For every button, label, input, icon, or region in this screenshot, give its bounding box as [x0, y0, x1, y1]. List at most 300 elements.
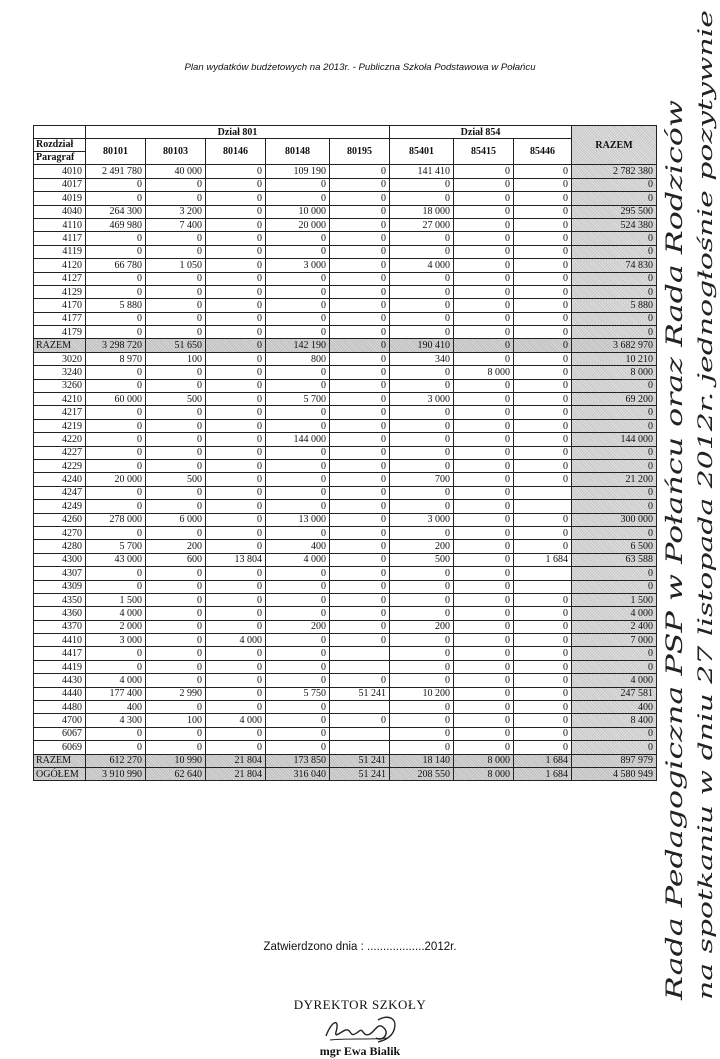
value-cell: 700	[390, 473, 454, 486]
total-cell: 0	[572, 741, 657, 754]
handwritten-line-2: na spotkaniu w dniu 27 listopada 2012r. jednogłośnie pozytywnie	[693, 337, 717, 1000]
paragraf-cell: 4440	[34, 687, 86, 700]
value-cell: 0	[514, 339, 572, 352]
total-cell: 0	[572, 500, 657, 513]
value-cell: 0	[454, 553, 514, 566]
value-cell: 3 910 990	[86, 767, 146, 780]
value-cell: 4 300	[86, 714, 146, 727]
value-cell: 0	[86, 567, 146, 580]
total-cell: 0	[572, 312, 657, 325]
value-cell: 0	[266, 634, 330, 647]
value-cell: 0	[390, 272, 454, 285]
value-cell: 0	[330, 593, 390, 606]
paragraf-cell: 4309	[34, 580, 86, 593]
value-cell: 0	[454, 486, 514, 499]
value-cell: 177 400	[86, 687, 146, 700]
value-cell: 0	[454, 312, 514, 325]
value-cell: 0	[330, 352, 390, 365]
value-cell: 0	[454, 352, 514, 365]
paragraf-cell: RAZEM	[34, 339, 86, 352]
value-cell: 200	[390, 620, 454, 633]
value-cell: 0	[330, 192, 390, 205]
value-cell: 0	[330, 232, 390, 245]
paragraf-cell: OGÓŁEM	[34, 767, 86, 780]
value-cell: 0	[206, 393, 266, 406]
value-cell: 0	[206, 701, 266, 714]
value-cell: 0	[390, 178, 454, 191]
value-cell: 0	[146, 727, 206, 740]
value-cell: 0	[330, 379, 390, 392]
paragraf-label: Paragraf	[36, 152, 75, 164]
total-cell: 0	[572, 285, 657, 298]
value-cell: 0	[146, 433, 206, 446]
total-cell: 74 830	[572, 259, 657, 272]
value-cell: 0	[454, 674, 514, 687]
value-cell: 51 241	[330, 754, 390, 767]
value-cell: 0	[206, 446, 266, 459]
value-cell: 0	[514, 406, 572, 419]
code-header: 80148	[266, 139, 330, 165]
value-cell: 0	[86, 580, 146, 593]
value-cell: 0	[390, 634, 454, 647]
value-cell: 0	[206, 218, 266, 231]
value-cell: 0	[330, 567, 390, 580]
total-cell: 295 500	[572, 205, 657, 218]
value-cell: 1 684	[514, 553, 572, 566]
value-cell: 0	[330, 607, 390, 620]
total-cell: 4 000	[572, 607, 657, 620]
value-cell: 2 491 780	[86, 165, 146, 178]
value-cell: 0	[206, 406, 266, 419]
paragraf-cell: 4177	[34, 312, 86, 325]
value-cell: 0	[514, 272, 572, 285]
value-cell: 0	[146, 446, 206, 459]
total-cell: 63 588	[572, 553, 657, 566]
value-cell: 0	[146, 593, 206, 606]
value-cell: 0	[514, 165, 572, 178]
paragraf-cell: 4217	[34, 406, 86, 419]
total-cell: 0	[572, 567, 657, 580]
value-cell: 0	[454, 741, 514, 754]
value-cell: 1 684	[514, 767, 572, 780]
value-cell: 0	[454, 727, 514, 740]
value-cell: 0	[146, 232, 206, 245]
value-cell: 0	[514, 232, 572, 245]
value-cell: 0	[390, 312, 454, 325]
value-cell: 0	[266, 299, 330, 312]
value-cell: 0	[266, 607, 330, 620]
value-cell: 0	[514, 593, 572, 606]
value-cell: 0	[330, 178, 390, 191]
value-cell: 0	[330, 446, 390, 459]
value-cell: 0	[514, 714, 572, 727]
value-cell: 0	[330, 272, 390, 285]
value-cell: 0	[454, 299, 514, 312]
value-cell: 0	[266, 245, 330, 258]
value-cell: 0	[454, 647, 514, 660]
paragraf-cell: 4227	[34, 446, 86, 459]
value-cell: 400	[86, 701, 146, 714]
value-cell: 0	[390, 406, 454, 419]
value-cell: 0	[390, 379, 454, 392]
paragraf-cell: 4117	[34, 232, 86, 245]
value-cell: 0	[330, 285, 390, 298]
value-cell: 0	[146, 245, 206, 258]
value-cell: 0	[390, 607, 454, 620]
code-header: 80146	[206, 139, 266, 165]
paragraf-cell: 4249	[34, 500, 86, 513]
value-cell: 0	[390, 366, 454, 379]
value-cell: 0	[330, 513, 390, 526]
value-cell: 0	[514, 446, 572, 459]
value-cell: 66 780	[86, 259, 146, 272]
value-cell: 62 640	[146, 767, 206, 780]
value-cell: 0	[146, 178, 206, 191]
value-cell: 0	[206, 326, 266, 339]
total-cell: 0	[572, 727, 657, 740]
value-cell: 0	[454, 500, 514, 513]
value-cell: 2 990	[146, 687, 206, 700]
value-cell: 8 000	[454, 754, 514, 767]
value-cell: 0	[330, 433, 390, 446]
value-cell: 0	[266, 593, 330, 606]
value-cell: 0	[330, 714, 390, 727]
value-cell: 0	[146, 379, 206, 392]
paragraf-cell: 4019	[34, 192, 86, 205]
value-cell: 100	[146, 352, 206, 365]
value-cell: 5 700	[266, 393, 330, 406]
paragraf-cell: 4360	[34, 607, 86, 620]
value-cell: 0	[206, 272, 266, 285]
total-cell: 8 400	[572, 714, 657, 727]
value-cell: 4 000	[206, 634, 266, 647]
code-header: 85401	[390, 139, 454, 165]
value-cell: 0	[454, 513, 514, 526]
value-cell: 0	[206, 660, 266, 673]
value-cell: 0	[454, 620, 514, 633]
value-cell: 0	[206, 620, 266, 633]
value-cell: 0	[86, 379, 146, 392]
value-cell: 0	[514, 205, 572, 218]
value-cell: 0	[146, 500, 206, 513]
value-cell: 144 000	[266, 433, 330, 446]
paragraf-cell: 4040	[34, 205, 86, 218]
value-cell: 0	[514, 433, 572, 446]
value-cell: 0	[206, 513, 266, 526]
value-cell: 1 684	[514, 754, 572, 767]
value-cell: 0	[514, 620, 572, 633]
total-cell: 5 880	[572, 299, 657, 312]
paragraf-cell: 4419	[34, 660, 86, 673]
value-cell: 0	[514, 259, 572, 272]
dzial-801-header: Dział 801	[86, 126, 390, 139]
value-cell: 20 000	[266, 218, 330, 231]
value-cell: 0	[86, 406, 146, 419]
value-cell: 0	[454, 459, 514, 472]
paragraf-cell: 4017	[34, 178, 86, 191]
value-cell: 0	[330, 218, 390, 231]
value-cell: 0	[514, 513, 572, 526]
value-cell: 500	[390, 553, 454, 566]
total-cell: 524 380	[572, 218, 657, 231]
total-cell: 3 682 970	[572, 339, 657, 352]
value-cell: 400	[266, 540, 330, 553]
value-cell: 0	[330, 459, 390, 472]
value-cell: 0	[514, 285, 572, 298]
value-cell: 0	[146, 741, 206, 754]
value-cell: 0	[514, 366, 572, 379]
value-cell: 0	[390, 245, 454, 258]
paragraf-cell: 4110	[34, 218, 86, 231]
paragraf-cell: 4119	[34, 245, 86, 258]
value-cell: 0	[514, 218, 572, 231]
total-cell: 7 000	[572, 634, 657, 647]
value-cell: 0	[206, 433, 266, 446]
value-cell: 0	[454, 259, 514, 272]
value-cell: 0	[454, 379, 514, 392]
value-cell: 10 200	[390, 687, 454, 700]
value-cell: 0	[146, 526, 206, 539]
value-cell: 0	[454, 540, 514, 553]
value-cell: 0	[266, 366, 330, 379]
total-cell: 0	[572, 580, 657, 593]
paragraf-cell: 4300	[34, 553, 86, 566]
total-cell: 10 210	[572, 352, 657, 365]
value-cell: 0	[390, 526, 454, 539]
value-cell: 0	[206, 419, 266, 432]
value-cell: 340	[390, 352, 454, 365]
value-cell: 0	[390, 232, 454, 245]
total-cell: 4 000	[572, 674, 657, 687]
value-cell: 0	[454, 634, 514, 647]
value-cell: 0	[206, 567, 266, 580]
value-cell: 0	[146, 299, 206, 312]
value-cell: 0	[390, 486, 454, 499]
value-cell: 316 040	[266, 767, 330, 780]
value-cell: 0	[86, 500, 146, 513]
value-cell: 51 650	[146, 339, 206, 352]
paragraf-cell: 6067	[34, 727, 86, 740]
paragraf-cell: 4417	[34, 647, 86, 660]
value-cell: 5 880	[86, 299, 146, 312]
value-cell: 264 300	[86, 205, 146, 218]
value-cell: 0	[390, 660, 454, 673]
value-cell: 18 000	[390, 205, 454, 218]
value-cell: 2 000	[86, 620, 146, 633]
value-cell: 173 850	[266, 754, 330, 767]
value-cell: 3 000	[86, 634, 146, 647]
value-cell: 0	[514, 379, 572, 392]
paragraf-cell: 4430	[34, 674, 86, 687]
value-cell: 0	[146, 419, 206, 432]
value-cell: 190 410	[390, 339, 454, 352]
value-cell: 0	[454, 192, 514, 205]
value-cell: 0	[86, 192, 146, 205]
value-cell: 40 000	[146, 165, 206, 178]
value-cell: 0	[454, 446, 514, 459]
value-cell: 0	[514, 192, 572, 205]
value-cell: 3 000	[390, 513, 454, 526]
value-cell: 0	[146, 192, 206, 205]
value-cell: 200	[390, 540, 454, 553]
value-cell: 500	[146, 393, 206, 406]
value-cell: 0	[514, 607, 572, 620]
value-cell: 0	[390, 326, 454, 339]
total-cell: 0	[572, 406, 657, 419]
paragraf-cell: 4260	[34, 513, 86, 526]
razem-header: RAZEM	[572, 126, 657, 165]
value-cell: 0	[146, 620, 206, 633]
value-cell: 0	[390, 192, 454, 205]
total-cell: 21 200	[572, 473, 657, 486]
value-cell: 0	[266, 419, 330, 432]
value-cell: 4 000	[86, 607, 146, 620]
value-cell: 0	[390, 741, 454, 754]
value-cell: 0	[390, 459, 454, 472]
value-cell: 0	[206, 245, 266, 258]
value-cell: 0	[454, 567, 514, 580]
value-cell: 7 400	[146, 218, 206, 231]
value-cell: 0	[390, 285, 454, 298]
value-cell: 0	[330, 580, 390, 593]
value-cell: 0	[146, 272, 206, 285]
approval-line: Zatwierdzono dnia : ..................2012r.	[263, 941, 457, 953]
value-cell: 0	[514, 419, 572, 432]
value-cell: 0	[390, 647, 454, 660]
value-cell: 141 410	[390, 165, 454, 178]
value-cell: 0	[206, 205, 266, 218]
value-cell: 0	[206, 232, 266, 245]
paragraf-cell: 4280	[34, 540, 86, 553]
total-cell: 0	[572, 379, 657, 392]
value-cell: 0	[206, 178, 266, 191]
value-cell: 0	[266, 232, 330, 245]
value-cell: 0	[86, 419, 146, 432]
value-cell: 0	[390, 419, 454, 432]
total-cell: 0	[572, 232, 657, 245]
value-cell: 0	[146, 580, 206, 593]
value-cell: 0	[86, 326, 146, 339]
value-cell: 0	[454, 165, 514, 178]
paragraf-cell: 3240	[34, 366, 86, 379]
value-cell: 0	[330, 205, 390, 218]
value-cell: 0	[514, 352, 572, 365]
value-cell: 0	[86, 285, 146, 298]
value-cell: 0	[330, 540, 390, 553]
value-cell: 0	[454, 714, 514, 727]
value-cell: 0	[514, 647, 572, 660]
value-cell: 0	[390, 714, 454, 727]
value-cell: 0	[454, 406, 514, 419]
value-cell: 0	[454, 701, 514, 714]
total-cell: 247 581	[572, 687, 657, 700]
rozdzial-label: Rozdział	[34, 139, 85, 152]
value-cell: 0	[514, 687, 572, 700]
value-cell: 0	[86, 526, 146, 539]
value-cell: 0	[330, 553, 390, 566]
value-cell: 500	[146, 473, 206, 486]
value-cell: 0	[206, 299, 266, 312]
code-header: 80101	[86, 139, 146, 165]
value-cell: 0	[330, 259, 390, 272]
paragraf-cell: 4120	[34, 259, 86, 272]
value-cell: 0	[514, 299, 572, 312]
paragraf-cell: 4240	[34, 473, 86, 486]
paragraf-cell: 4370	[34, 620, 86, 633]
value-cell: 0	[454, 178, 514, 191]
paragraf-cell: 4127	[34, 272, 86, 285]
value-cell: 0	[146, 567, 206, 580]
value-cell: 0	[454, 580, 514, 593]
value-cell: 200	[146, 540, 206, 553]
value-cell: 0	[454, 660, 514, 673]
value-cell: 0	[86, 727, 146, 740]
value-cell: 0	[206, 647, 266, 660]
value-cell: 0	[146, 674, 206, 687]
value-cell: 0	[514, 473, 572, 486]
code-header: 85446	[514, 139, 572, 165]
total-cell: 300 000	[572, 513, 657, 526]
value-cell: 0	[206, 500, 266, 513]
value-cell: 0	[146, 607, 206, 620]
value-cell: 0	[266, 580, 330, 593]
value-cell: 0	[266, 526, 330, 539]
value-cell: 0	[86, 312, 146, 325]
value-cell: 5 700	[86, 540, 146, 553]
paragraf-cell: 4410	[34, 634, 86, 647]
value-cell: 8 000	[454, 366, 514, 379]
value-cell: 21 804	[206, 754, 266, 767]
value-cell: 0	[206, 540, 266, 553]
value-cell: 0	[454, 272, 514, 285]
value-cell: 3 000	[390, 393, 454, 406]
value-cell: 0	[86, 660, 146, 673]
value-cell: 0	[514, 245, 572, 258]
value-cell: 0	[86, 366, 146, 379]
value-cell: 4 000	[86, 674, 146, 687]
value-cell: 0	[146, 486, 206, 499]
value-cell: 0	[86, 433, 146, 446]
value-cell: 0	[514, 674, 572, 687]
value-cell: 0	[330, 486, 390, 499]
total-cell: 0	[572, 660, 657, 673]
value-cell: 0	[146, 406, 206, 419]
value-cell: 10 000	[266, 205, 330, 218]
total-cell: 0	[572, 178, 657, 191]
value-cell: 8 000	[454, 767, 514, 780]
value-cell: 1 050	[146, 259, 206, 272]
value-cell: 0	[146, 459, 206, 472]
director-title: DYREKTOR SZKOŁY	[293, 997, 427, 1012]
value-cell: 10 990	[146, 754, 206, 767]
value-cell: 60 000	[86, 393, 146, 406]
value-cell: 0	[330, 419, 390, 432]
paragraf-cell: 4700	[34, 714, 86, 727]
value-cell: 0	[454, 526, 514, 539]
value-cell: 0	[266, 459, 330, 472]
value-cell: 0	[206, 192, 266, 205]
value-cell: 200	[266, 620, 330, 633]
value-cell: 0	[206, 526, 266, 539]
total-cell: 0	[572, 526, 657, 539]
total-cell: 0	[572, 272, 657, 285]
value-cell: 0	[390, 701, 454, 714]
total-cell: 4 580 949	[572, 767, 657, 780]
value-cell: 0	[390, 446, 454, 459]
code-header: 85415	[454, 139, 514, 165]
value-cell: 0	[330, 165, 390, 178]
value-cell: 0	[330, 299, 390, 312]
